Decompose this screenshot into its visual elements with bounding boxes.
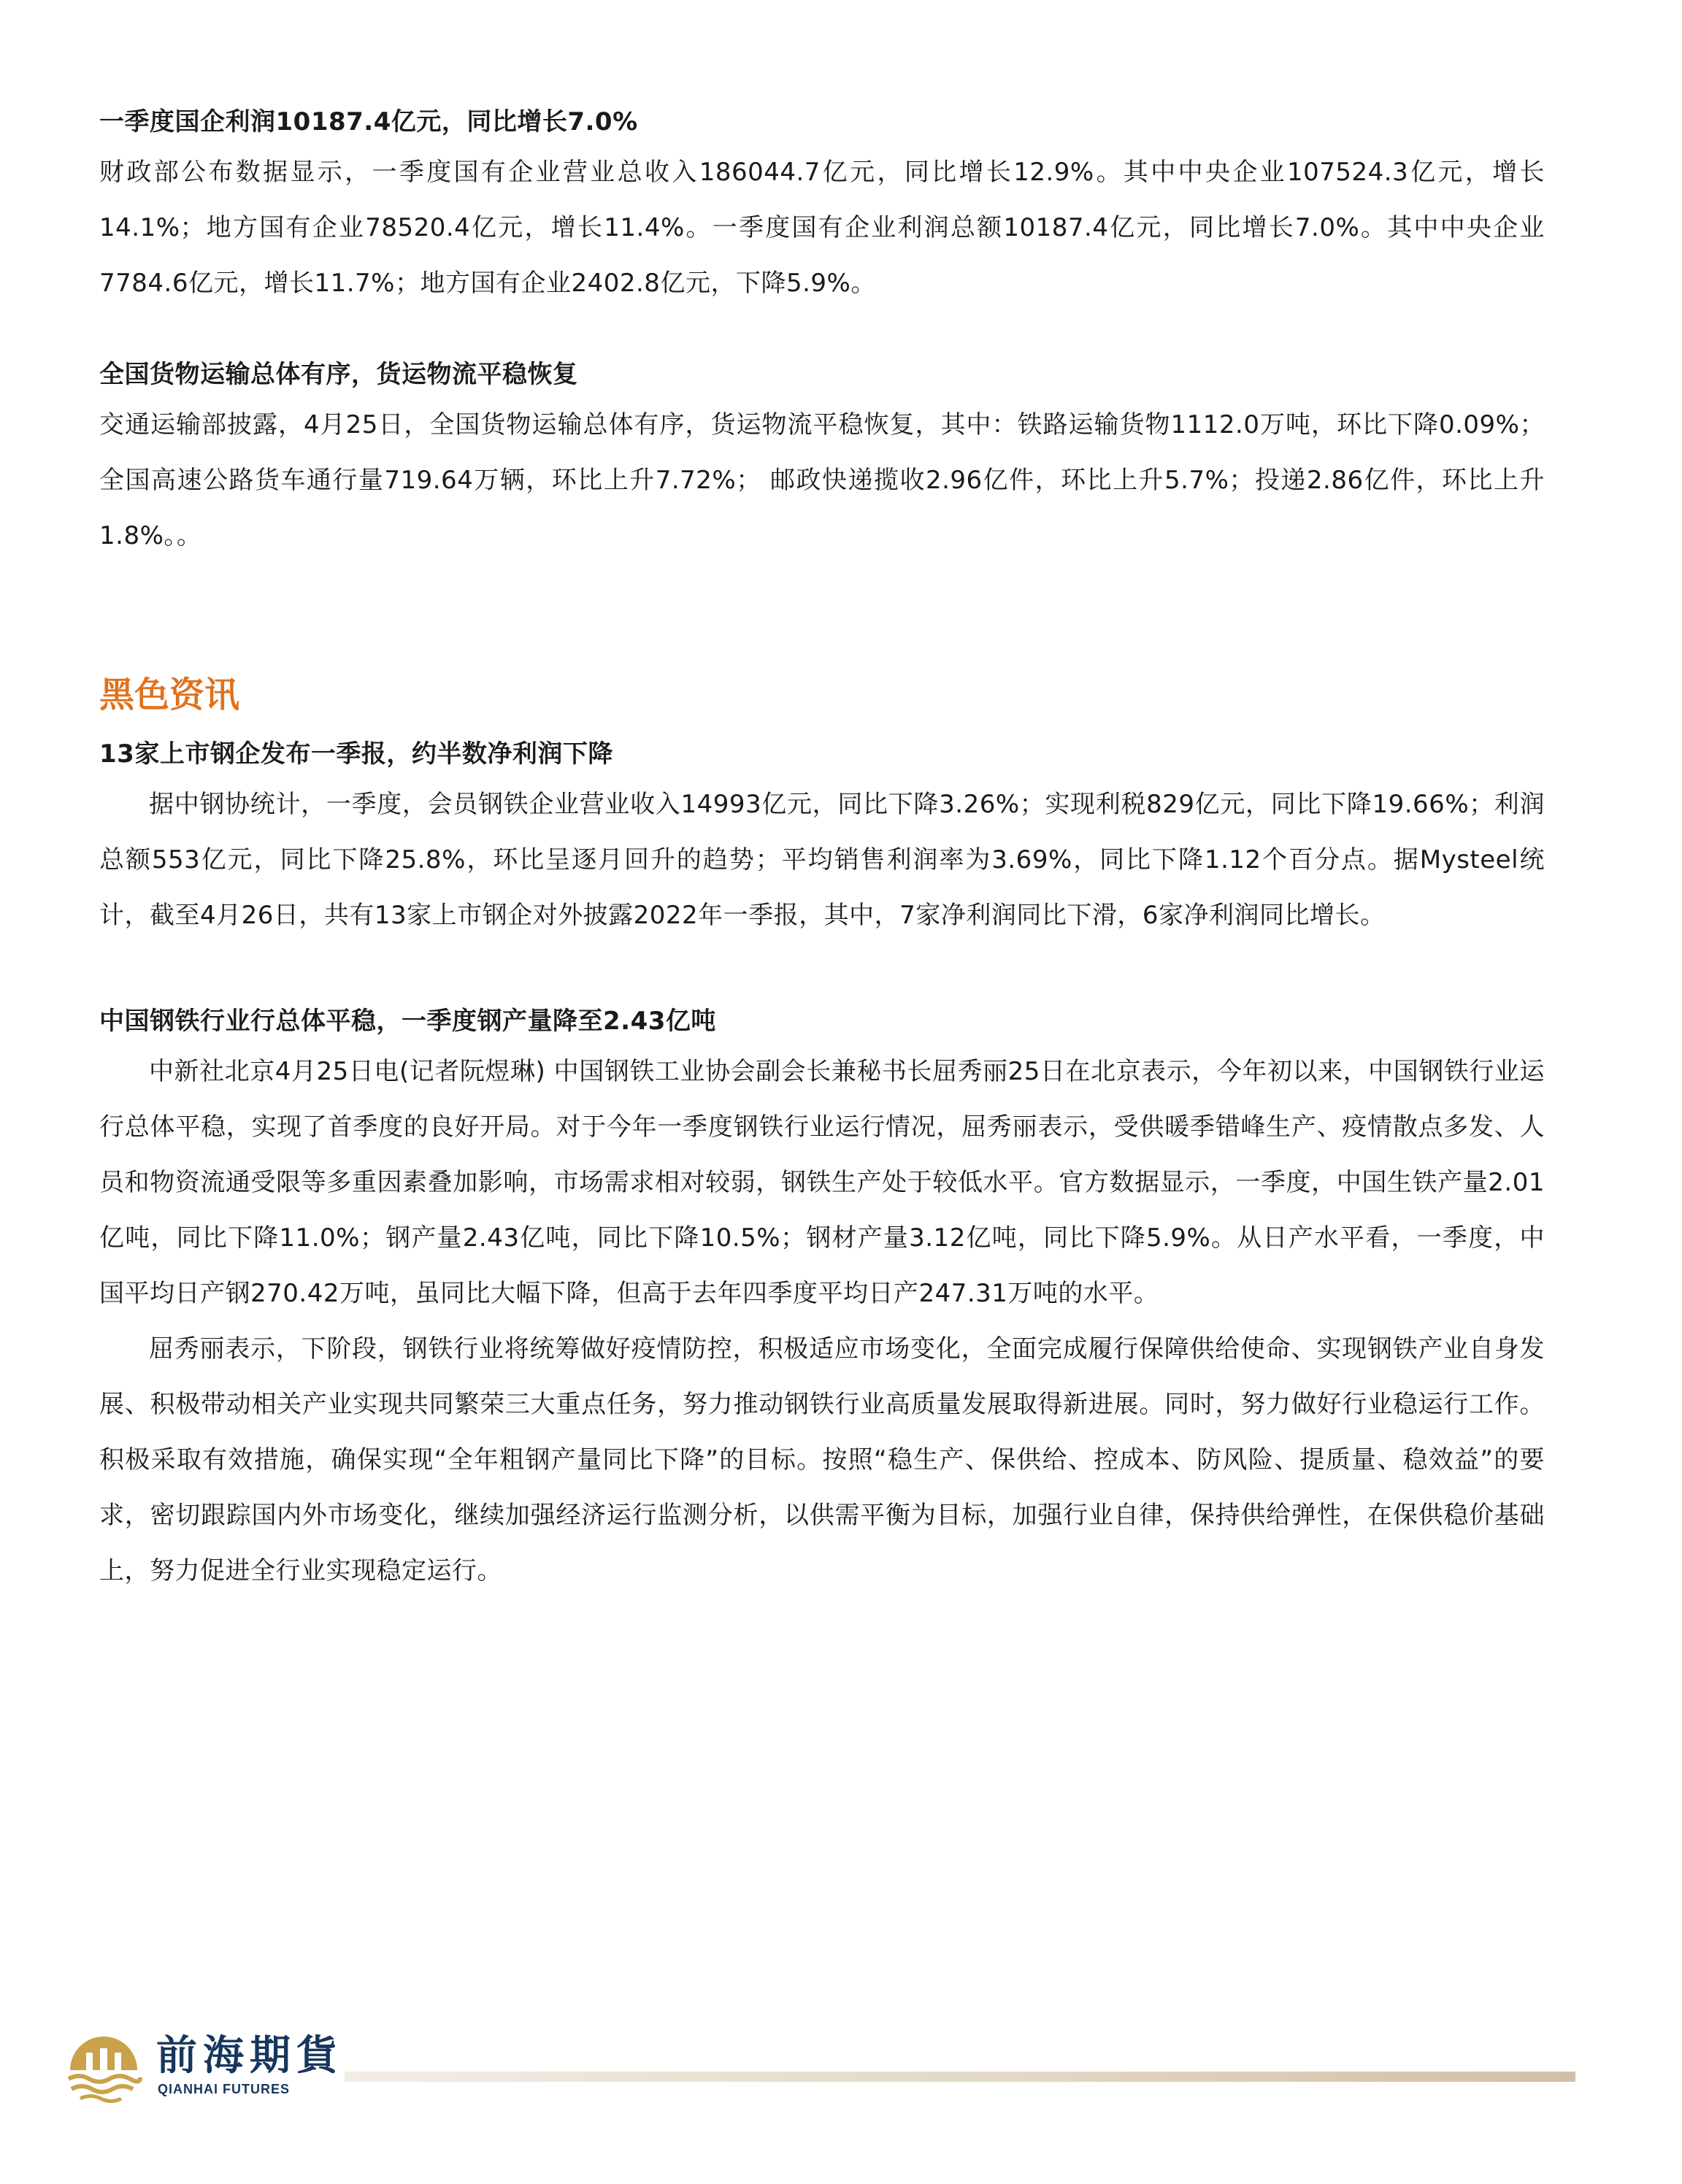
article-paragraph: 交通运输部披露，4月25日，全国货物运输总体有序，货运物流平稳恢复，其中：铁路运输货物1112.0万吨，环比下降0.09%；全国高速公路货车通行量719.64万辆，环比上升7.72%； 邮政快递揽收2.96亿件，环比上升5.7%；投递2.86亿件，环比上升1.8%。。 (99, 410, 1545, 550)
article-paragraph: 财政部公布数据显示，一季度国有企业营业总收入186044.7亿元，同比增长12.9%。其中中央企业107524.3亿元，增长14.1%；地方国有企业78520.4亿元，增长11.4%。一季度国有企业利润总额10187.4亿元，同比增长7.0%。其中中央企业7784.6亿元，增长11.7%；地方国有企业2402.8亿元，下降5.9%。 (99, 158, 1545, 298)
article-title: 一季度国企利润10187.4亿元，同比增长7.0% (99, 107, 638, 136)
section-heading: 黑色资讯 (99, 674, 240, 715)
article-paragraph: 中新社北京4月25日电(记者阮煜琳) 中国钢铁工业协会副会长兼秘书长屈秀丽25日在北京表示，今年初以来，中国钢铁行业运行总体平稳，实现了首季度的良好开局。对于今年一季度钢铁行业运行情况，屈秀丽表示，受供暖季错峰生产、疫情散点多发、人员和物资流通受限等多重因素叠加影响，市场需求相对较弱，钢铁生产处于较低水平。官方数据显示，一季度，中国生铁产量2.01亿吨，同比下降11.0%；钢产量2.43亿吨，同比下降10.5%；钢材产量3.12亿吨，同比下降5.9%。从日产水平看，一季度，中国平均日产钢270.42万吨，虽同比大幅下降，但高于去年四季度平均日产247.31万吨的水平。 (99, 1057, 1545, 1308)
article-steel-industry-stable (99, 1001, 1545, 1599)
logo-chinese-name: 前海期貨 (156, 2031, 343, 2080)
article-paragraph: 屈秀丽表示，下阶段，钢铁行业将统筹做好疫情防控，积极适应市场变化，全面完成履行保障供给使命、实现钢铁产业自身发展、积极带动相关产业实现共同繁荣三大重点任务，努力推动钢铁行业高质量发展取得新进展。同时，努力做好行业稳运行工作。积极采取有效措施，确保实现“全年粗钢产量同比下降”的目标。按照“稳生产、保供给、控成本、防风险、提质量、稳效益”的要求，密切跟踪国内外市场变化，继续加强经济运行监测分析，以供需平衡为目标，加强行业自律，保持供给弹性，在保供稳价基础上，努力促进全行业实现稳定运行。 (99, 1334, 1545, 1585)
page-content (99, 102, 1545, 1599)
qianhai-logo-icon (64, 2031, 143, 2104)
article-paragraph: 据中钢协统计，一季度，会员钢铁企业营业收入14993亿元，同比下降3.26%；实现利税829亿元，同比下降19.66%；利润总额553亿元，同比下降25.8%，环比呈逐月回升的趋势；平均销售利润率为3.69%，同比下降1.12个百分点。据Mysteel统计，截至4月26日，共有13家上市钢企对外披露2022年一季报，其中，7家净利润同比下滑，6家净利润同比增长。 (99, 790, 1545, 930)
footer-divider (345, 2072, 1575, 2082)
article-freight-transport (99, 355, 1545, 564)
article-soe-profit (99, 102, 1545, 311)
article-title: 全国货物运输总体有序，货运物流平稳恢复 (99, 360, 578, 389)
article-title: 中国钢铁行业行总体平稳，一季度钢产量降至2.43亿吨 (99, 1007, 716, 1036)
page-footer (64, 2028, 1575, 2108)
logo-english-name: QIANHAI FUTURES (158, 2082, 290, 2096)
article-title: 13家上市钢企发布一季报，约半数净利润下降 (99, 739, 613, 769)
article-steel-q1-reports (99, 734, 1545, 943)
